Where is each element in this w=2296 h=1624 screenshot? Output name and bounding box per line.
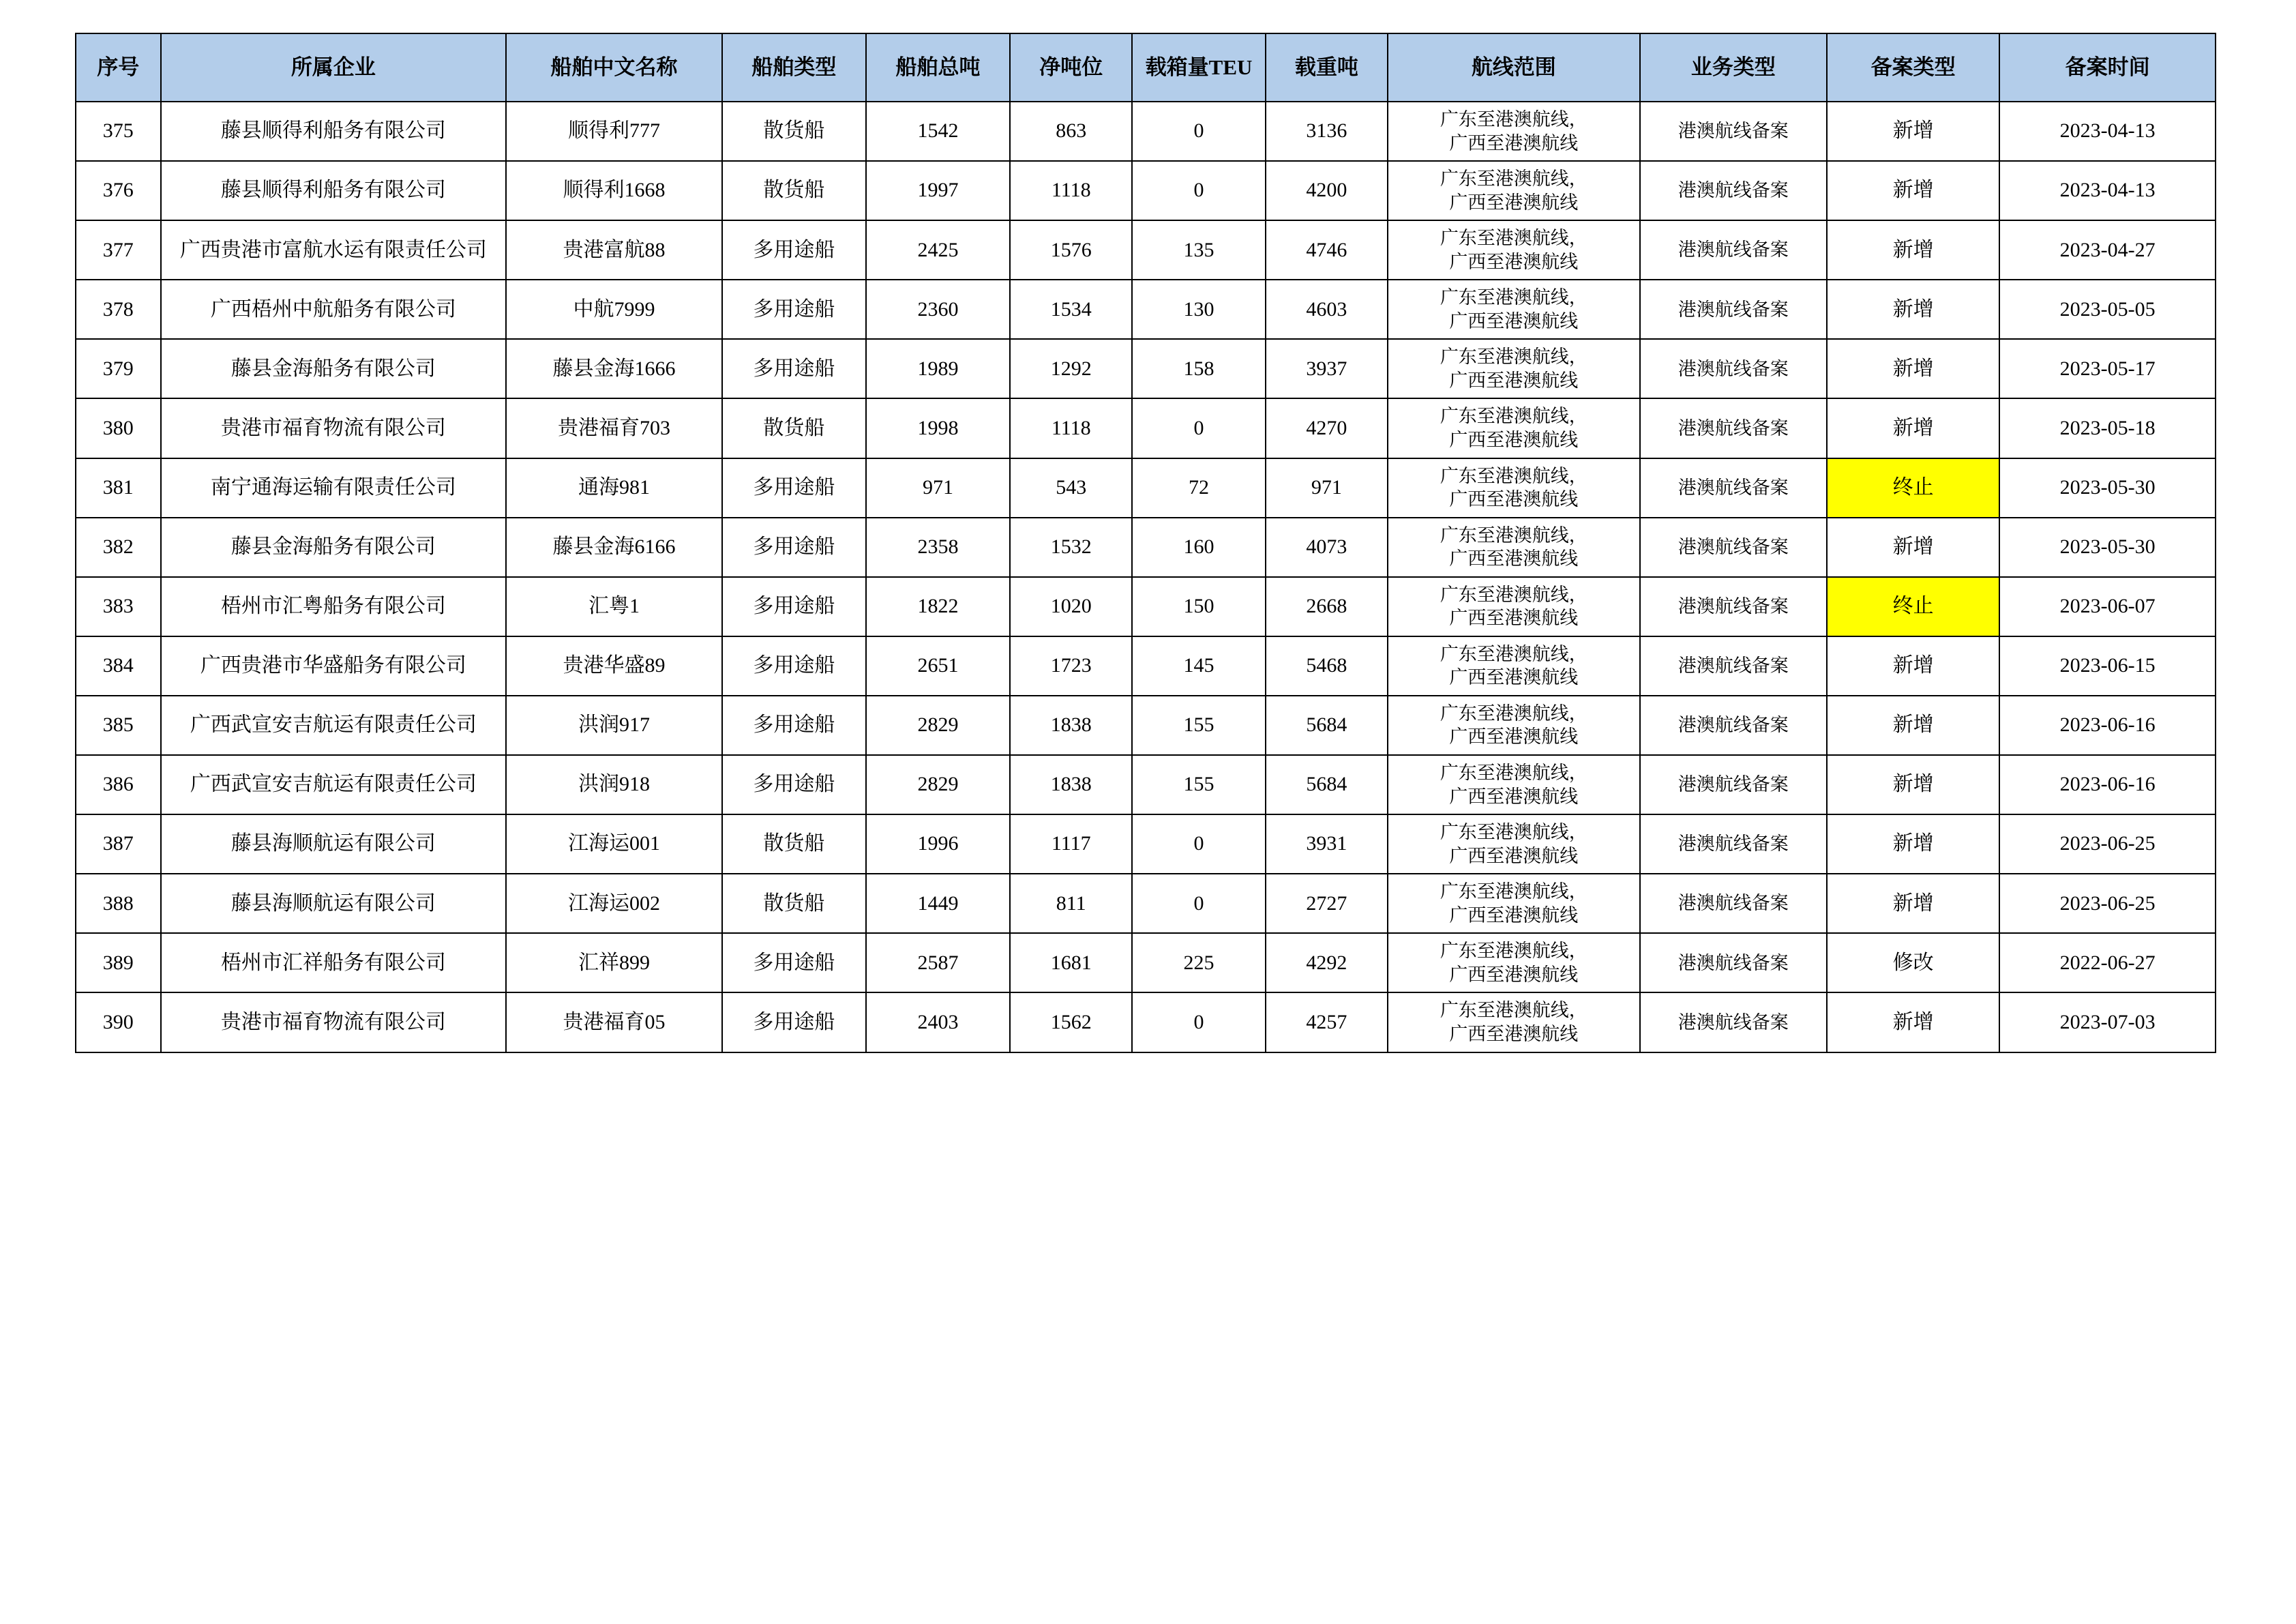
cell-record-date: 2023-04-13 xyxy=(1999,102,2216,161)
cell-company: 藤县金海船务有限公司 xyxy=(161,518,507,577)
cell-index: 376 xyxy=(76,161,161,220)
cell-index: 388 xyxy=(76,874,161,933)
cell-ship-type: 多用途船 xyxy=(722,755,866,814)
cell-gross-tonnage: 2829 xyxy=(866,696,1010,755)
route-line-1: 广东至港澳航线， xyxy=(1440,881,1587,902)
cell-teu: 0 xyxy=(1132,161,1265,220)
cell-teu: 0 xyxy=(1132,398,1265,458)
cell-gross-tonnage: 1822 xyxy=(866,577,1010,636)
cell-record-date: 2023-06-25 xyxy=(1999,814,2216,874)
cell-record-date: 2023-06-16 xyxy=(1999,696,2216,755)
cell-gross-tonnage: 2358 xyxy=(866,518,1010,577)
cell-record-date: 2023-06-25 xyxy=(1999,874,2216,933)
cell-business-type: 港澳航线备案 xyxy=(1640,398,1827,458)
route-line-1: 广东至港澳航线， xyxy=(1440,346,1587,368)
cell-gross-tonnage: 1997 xyxy=(866,161,1010,220)
ship-record-table xyxy=(75,33,2216,1053)
cell-record-date: 2023-04-27 xyxy=(1999,220,2216,280)
route-line-1: 广东至港澳航线， xyxy=(1440,168,1587,190)
cell-deadweight: 4073 xyxy=(1266,518,1388,577)
route-line-1: 广东至港澳航线， xyxy=(1440,584,1587,605)
cell-net-tonnage: 1118 xyxy=(1010,398,1132,458)
cell-net-tonnage: 543 xyxy=(1010,458,1132,518)
cell-net-tonnage: 1118 xyxy=(1010,161,1132,220)
route-line-1: 广东至港澳航线， xyxy=(1440,465,1587,486)
cell-ship-type: 多用途船 xyxy=(722,220,866,280)
cell-index: 379 xyxy=(76,339,161,398)
cell-record-date: 2023-06-16 xyxy=(1999,755,2216,814)
cell-net-tonnage: 1723 xyxy=(1010,636,1132,696)
cell-index: 375 xyxy=(76,102,161,161)
cell-company: 藤县金海船务有限公司 xyxy=(161,339,507,398)
table-row xyxy=(76,814,2216,874)
route-line-1: 广东至港澳航线， xyxy=(1440,822,1587,843)
cell-index: 384 xyxy=(76,636,161,696)
cell-deadweight: 4257 xyxy=(1266,992,1388,1052)
cell-gross-tonnage: 2829 xyxy=(866,755,1010,814)
cell-deadweight: 4200 xyxy=(1266,161,1388,220)
table-row xyxy=(76,339,2216,398)
route-line-2: 广西至港澳航线 xyxy=(1449,310,1579,331)
cell-teu: 0 xyxy=(1132,814,1265,874)
cell-gross-tonnage: 2425 xyxy=(866,220,1010,280)
cell-business-type: 港澳航线备案 xyxy=(1640,636,1827,696)
cell-record-date: 2023-05-30 xyxy=(1999,518,2216,577)
route-line-2: 广西至港澳航线 xyxy=(1449,786,1579,807)
cell-net-tonnage: 1838 xyxy=(1010,696,1132,755)
cell-record-type: 新增 xyxy=(1827,102,1999,161)
cell-route xyxy=(1388,518,1639,577)
cell-gross-tonnage: 1542 xyxy=(866,102,1010,161)
cell-company: 广西贵港市富航水运有限责任公司 xyxy=(161,220,507,280)
cell-ship-type: 多用途船 xyxy=(722,518,866,577)
cell-ship-name: 中航7999 xyxy=(506,280,722,339)
cell-record-date: 2023-05-05 xyxy=(1999,280,2216,339)
route-line-2: 广西至港澳航线 xyxy=(1449,548,1579,570)
column-header-ship-type: 船舶类型 xyxy=(722,33,866,102)
cell-ship-name: 贵港福育703 xyxy=(506,398,722,458)
cell-route xyxy=(1388,755,1639,814)
cell-net-tonnage: 1292 xyxy=(1010,339,1132,398)
cell-ship-type: 多用途船 xyxy=(722,339,866,398)
cell-ship-type: 多用途船 xyxy=(722,933,866,992)
cell-deadweight: 3136 xyxy=(1266,102,1388,161)
route-line-2: 广西至港澳航线 xyxy=(1449,964,1579,985)
cell-deadweight: 4292 xyxy=(1266,933,1388,992)
cell-ship-type: 多用途船 xyxy=(722,458,866,518)
cell-gross-tonnage: 1996 xyxy=(866,814,1010,874)
cell-company: 南宁通海运输有限责任公司 xyxy=(161,458,507,518)
cell-record-type: 修改 xyxy=(1827,933,1999,992)
route-line-1: 广东至港澳航线， xyxy=(1440,763,1587,784)
cell-deadweight: 2727 xyxy=(1266,874,1388,933)
route-line-2: 广西至港澳航线 xyxy=(1449,192,1579,213)
cell-teu: 0 xyxy=(1132,102,1265,161)
cell-ship-type: 散货船 xyxy=(722,874,866,933)
column-header-ship-name: 船舶中文名称 xyxy=(506,33,722,102)
cell-record-date: 2023-05-17 xyxy=(1999,339,2216,398)
cell-record-type: 新增 xyxy=(1827,220,1999,280)
cell-ship-type: 多用途船 xyxy=(722,577,866,636)
table-row xyxy=(76,636,2216,696)
cell-business-type: 港澳航线备案 xyxy=(1640,992,1827,1052)
cell-net-tonnage: 1681 xyxy=(1010,933,1132,992)
cell-company: 藤县海顺航运有限公司 xyxy=(161,814,507,874)
cell-ship-name: 贵港富航88 xyxy=(506,220,722,280)
cell-record-type: 新增 xyxy=(1827,874,1999,933)
route-line-1: 广东至港澳航线， xyxy=(1440,1000,1587,1021)
cell-record-type: 新增 xyxy=(1827,518,1999,577)
cell-net-tonnage: 1117 xyxy=(1010,814,1132,874)
cell-ship-name: 顺得利1668 xyxy=(506,161,722,220)
cell-gross-tonnage: 1449 xyxy=(866,874,1010,933)
cell-company: 广西贵港市华盛船务有限公司 xyxy=(161,636,507,696)
table-row xyxy=(76,577,2216,636)
cell-index: 387 xyxy=(76,814,161,874)
cell-record-date: 2022-06-27 xyxy=(1999,933,2216,992)
cell-route xyxy=(1388,161,1639,220)
cell-ship-type: 多用途船 xyxy=(722,992,866,1052)
cell-record-date: 2023-06-07 xyxy=(1999,577,2216,636)
cell-deadweight: 3931 xyxy=(1266,814,1388,874)
cell-ship-type: 多用途船 xyxy=(722,696,866,755)
cell-route xyxy=(1388,102,1639,161)
cell-ship-name: 汇粤1 xyxy=(506,577,722,636)
cell-company: 贵港市福育物流有限公司 xyxy=(161,398,507,458)
cell-index: 390 xyxy=(76,992,161,1052)
cell-net-tonnage: 1838 xyxy=(1010,755,1132,814)
cell-ship-type: 多用途船 xyxy=(722,636,866,696)
table-row xyxy=(76,398,2216,458)
cell-route xyxy=(1388,814,1639,874)
cell-net-tonnage: 1534 xyxy=(1010,280,1132,339)
cell-company: 藤县顺得利船务有限公司 xyxy=(161,161,507,220)
column-header-deadweight: 载重吨 xyxy=(1266,33,1388,102)
cell-record-type: 新增 xyxy=(1827,992,1999,1052)
cell-record-type: 新增 xyxy=(1827,161,1999,220)
cell-route xyxy=(1388,636,1639,696)
cell-teu: 130 xyxy=(1132,280,1265,339)
column-header-teu: 载箱量TEU xyxy=(1132,33,1265,102)
cell-record-type: 终止 xyxy=(1827,458,1999,518)
cell-gross-tonnage: 1989 xyxy=(866,339,1010,398)
table-row xyxy=(76,102,2216,161)
cell-ship-type: 散货船 xyxy=(722,398,866,458)
route-line-1: 广东至港澳航线， xyxy=(1440,406,1587,427)
route-line-1: 广东至港澳航线， xyxy=(1440,287,1587,308)
route-line-2: 广西至港澳航线 xyxy=(1449,608,1579,629)
cell-company: 梧州市汇祥船务有限公司 xyxy=(161,933,507,992)
cell-route xyxy=(1388,577,1639,636)
cell-index: 382 xyxy=(76,518,161,577)
cell-deadweight: 5684 xyxy=(1266,696,1388,755)
cell-index: 380 xyxy=(76,398,161,458)
cell-teu: 150 xyxy=(1132,577,1265,636)
route-line-2: 广西至港澳航线 xyxy=(1449,251,1579,272)
table-row xyxy=(76,220,2216,280)
cell-business-type: 港澳航线备案 xyxy=(1640,696,1827,755)
cell-gross-tonnage: 1998 xyxy=(866,398,1010,458)
cell-ship-name: 江海运001 xyxy=(506,814,722,874)
cell-deadweight: 4746 xyxy=(1266,220,1388,280)
cell-company: 藤县顺得利船务有限公司 xyxy=(161,102,507,161)
cell-business-type: 港澳航线备案 xyxy=(1640,102,1827,161)
cell-ship-name: 洪润917 xyxy=(506,696,722,755)
cell-gross-tonnage: 2651 xyxy=(866,636,1010,696)
cell-record-type: 新增 xyxy=(1827,636,1999,696)
cell-business-type: 港澳航线备案 xyxy=(1640,280,1827,339)
cell-index: 378 xyxy=(76,280,161,339)
cell-ship-type: 散货船 xyxy=(722,814,866,874)
table-row xyxy=(76,874,2216,933)
cell-index: 389 xyxy=(76,933,161,992)
cell-route xyxy=(1388,220,1639,280)
cell-teu: 155 xyxy=(1132,755,1265,814)
cell-teu: 135 xyxy=(1132,220,1265,280)
cell-business-type: 港澳航线备案 xyxy=(1640,518,1827,577)
route-line-1: 广东至港澳航线， xyxy=(1440,703,1587,724)
cell-net-tonnage: 863 xyxy=(1010,102,1132,161)
table-header-row xyxy=(76,33,2216,102)
route-line-2: 广西至港澳航线 xyxy=(1449,726,1579,748)
route-line-2: 广西至港澳航线 xyxy=(1449,904,1579,926)
cell-ship-name: 洪润918 xyxy=(506,755,722,814)
cell-route xyxy=(1388,992,1639,1052)
cell-teu: 0 xyxy=(1132,874,1265,933)
table-row xyxy=(76,518,2216,577)
route-line-2: 广西至港澳航线 xyxy=(1449,370,1579,391)
route-line-2: 广西至港澳航线 xyxy=(1449,132,1579,153)
cell-ship-name: 顺得利777 xyxy=(506,102,722,161)
route-line-2: 广西至港澳航线 xyxy=(1449,845,1579,866)
cell-record-type: 新增 xyxy=(1827,755,1999,814)
cell-business-type: 港澳航线备案 xyxy=(1640,933,1827,992)
cell-business-type: 港澳航线备案 xyxy=(1640,161,1827,220)
cell-net-tonnage: 1562 xyxy=(1010,992,1132,1052)
cell-ship-name: 通海981 xyxy=(506,458,722,518)
cell-deadweight: 4270 xyxy=(1266,398,1388,458)
cell-record-type: 终止 xyxy=(1827,577,1999,636)
cell-business-type: 港澳航线备案 xyxy=(1640,874,1827,933)
cell-record-date: 2023-04-13 xyxy=(1999,161,2216,220)
cell-company: 梧州市汇粤船务有限公司 xyxy=(161,577,507,636)
route-line-2: 广西至港澳航线 xyxy=(1449,489,1579,510)
cell-index: 383 xyxy=(76,577,161,636)
cell-ship-name: 贵港华盛89 xyxy=(506,636,722,696)
route-line-1: 广东至港澳航线， xyxy=(1440,525,1587,546)
column-header-record-date: 备案时间 xyxy=(1999,33,2216,102)
cell-route xyxy=(1388,398,1639,458)
cell-record-type: 新增 xyxy=(1827,814,1999,874)
cell-deadweight: 5684 xyxy=(1266,755,1388,814)
cell-business-type: 港澳航线备案 xyxy=(1640,577,1827,636)
table-row xyxy=(76,992,2216,1052)
cell-net-tonnage: 1532 xyxy=(1010,518,1132,577)
cell-business-type: 港澳航线备案 xyxy=(1640,458,1827,518)
cell-deadweight: 5468 xyxy=(1266,636,1388,696)
cell-ship-name: 汇祥899 xyxy=(506,933,722,992)
cell-deadweight: 2668 xyxy=(1266,577,1388,636)
column-header-company: 所属企业 xyxy=(161,33,507,102)
cell-record-date: 2023-06-15 xyxy=(1999,636,2216,696)
column-header-business-type: 业务类型 xyxy=(1640,33,1827,102)
cell-index: 386 xyxy=(76,755,161,814)
cell-company: 广西梧州中航船务有限公司 xyxy=(161,280,507,339)
cell-net-tonnage: 811 xyxy=(1010,874,1132,933)
route-line-1: 广东至港澳航线， xyxy=(1440,109,1587,130)
route-line-1: 广东至港澳航线， xyxy=(1440,228,1587,249)
table-row xyxy=(76,161,2216,220)
cell-route xyxy=(1388,933,1639,992)
table-row xyxy=(76,933,2216,992)
table-row xyxy=(76,696,2216,755)
cell-net-tonnage: 1576 xyxy=(1010,220,1132,280)
route-line-1: 广东至港澳航线， xyxy=(1440,941,1587,962)
cell-route xyxy=(1388,280,1639,339)
table-row xyxy=(76,458,2216,518)
cell-ship-name: 藤县金海1666 xyxy=(506,339,722,398)
column-header-record-type: 备案类型 xyxy=(1827,33,1999,102)
column-header-route: 航线范围 xyxy=(1388,33,1639,102)
cell-route xyxy=(1388,696,1639,755)
cell-deadweight: 3937 xyxy=(1266,339,1388,398)
cell-index: 381 xyxy=(76,458,161,518)
cell-company: 贵港市福育物流有限公司 xyxy=(161,992,507,1052)
column-header-net-tonnage: 净吨位 xyxy=(1010,33,1132,102)
cell-record-type: 新增 xyxy=(1827,696,1999,755)
cell-route xyxy=(1388,339,1639,398)
cell-company: 广西武宣安吉航运有限责任公司 xyxy=(161,696,507,755)
cell-route xyxy=(1388,458,1639,518)
cell-teu: 0 xyxy=(1132,992,1265,1052)
cell-company: 藤县海顺航运有限公司 xyxy=(161,874,507,933)
cell-ship-name: 江海运002 xyxy=(506,874,722,933)
cell-deadweight: 4603 xyxy=(1266,280,1388,339)
cell-ship-type: 散货船 xyxy=(722,161,866,220)
cell-business-type: 港澳航线备案 xyxy=(1640,814,1827,874)
route-line-2: 广西至港澳航线 xyxy=(1449,430,1579,451)
cell-deadweight: 971 xyxy=(1266,458,1388,518)
cell-business-type: 港澳航线备案 xyxy=(1640,339,1827,398)
column-header-index: 序号 xyxy=(76,33,161,102)
cell-gross-tonnage: 2360 xyxy=(866,280,1010,339)
cell-route xyxy=(1388,874,1639,933)
cell-teu: 145 xyxy=(1132,636,1265,696)
cell-ship-type: 多用途船 xyxy=(722,280,866,339)
route-line-2: 广西至港澳航线 xyxy=(1449,1023,1579,1044)
cell-record-type: 新增 xyxy=(1827,398,1999,458)
cell-record-type: 新增 xyxy=(1827,280,1999,339)
cell-gross-tonnage: 2587 xyxy=(866,933,1010,992)
cell-gross-tonnage: 971 xyxy=(866,458,1010,518)
cell-net-tonnage: 1020 xyxy=(1010,577,1132,636)
cell-gross-tonnage: 2403 xyxy=(866,992,1010,1052)
table-row xyxy=(76,755,2216,814)
cell-record-date: 2023-05-30 xyxy=(1999,458,2216,518)
table-row xyxy=(76,280,2216,339)
cell-record-date: 2023-07-03 xyxy=(1999,992,2216,1052)
cell-ship-type: 散货船 xyxy=(722,102,866,161)
cell-business-type: 港澳航线备案 xyxy=(1640,220,1827,280)
cell-record-date: 2023-05-18 xyxy=(1999,398,2216,458)
cell-index: 377 xyxy=(76,220,161,280)
cell-teu: 225 xyxy=(1132,933,1265,992)
route-line-2: 广西至港澳航线 xyxy=(1449,667,1579,688)
route-line-1: 广东至港澳航线， xyxy=(1440,643,1587,664)
cell-ship-name: 藤县金海6166 xyxy=(506,518,722,577)
cell-teu: 160 xyxy=(1132,518,1265,577)
cell-teu: 155 xyxy=(1132,696,1265,755)
cell-index: 385 xyxy=(76,696,161,755)
cell-ship-name: 贵港福育05 xyxy=(506,992,722,1052)
cell-business-type: 港澳航线备案 xyxy=(1640,755,1827,814)
cell-teu: 158 xyxy=(1132,339,1265,398)
column-header-gross-tonnage: 船舶总吨 xyxy=(866,33,1010,102)
cell-teu: 72 xyxy=(1132,458,1265,518)
cell-company: 广西武宣安吉航运有限责任公司 xyxy=(161,755,507,814)
cell-record-type: 新增 xyxy=(1827,339,1999,398)
